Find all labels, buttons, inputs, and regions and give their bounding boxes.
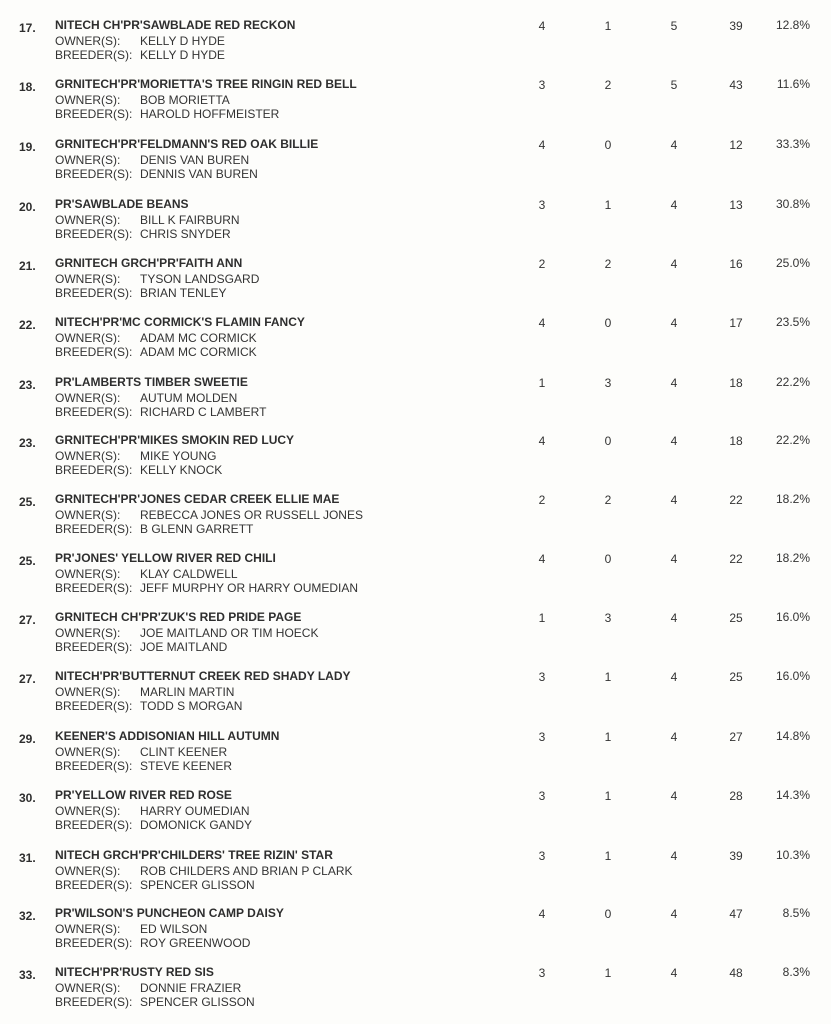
stat-column-2: 1 [604,198,612,212]
breeder-line [55,818,252,832]
breeder-line [55,107,279,121]
percentage: 8.3% [782,965,810,979]
stat-column-2: 1 [604,789,612,803]
dog-name: GRNITECH CH'PR'ZUK'S RED PRIDE PAGE [55,610,302,624]
breeder-value: ROY GREENWOOD [140,936,251,950]
breeder-value: HAROLD HOFFMEISTER [140,107,280,121]
stat-column-4: 28 [729,789,743,803]
owner-label: OWNER(S): [55,93,121,107]
stat-column-3: 4 [670,138,678,152]
breeder-value: DENNIS VAN BUREN [140,167,258,181]
owner-label: OWNER(S): [55,331,121,345]
breeder-label: BREEDER(S): [55,995,133,1009]
owner-line [55,745,227,759]
stat-column-1: 4 [538,19,546,33]
breeder-line [55,936,250,950]
stat-column-3: 4 [670,434,678,448]
stat-column-1: 2 [538,493,546,507]
owner-line [55,331,257,345]
owner-label: OWNER(S): [55,213,121,227]
breeder-line [55,167,258,181]
owner-label: OWNER(S): [55,745,121,759]
stat-column-4: 39 [729,19,743,33]
owner-value: DONNIE FRAZIER [140,981,242,995]
stat-column-4: 16 [729,257,743,271]
dog-name: GRNITECH'PR'MORIETTA'S TREE RINGIN RED BELL [55,77,357,91]
result-entry [0,375,831,431]
breeder-value: SPENCER GLISSON [140,878,255,892]
owner-line [55,213,240,227]
breeder-label: BREEDER(S): [55,759,133,773]
percentage: 30.8% [775,197,810,211]
stat-column-2: 0 [604,552,612,566]
owner-value: KLAY CALDWELL [140,567,238,581]
rank-number: 30. [19,791,36,805]
result-entry [0,848,831,904]
stat-column-2: 3 [604,611,612,625]
stat-column-2: 1 [604,670,612,684]
owner-value: AUTUM MOLDEN [140,391,238,405]
rank-number: 29. [19,732,36,746]
stat-column-3: 4 [670,966,678,980]
owner-value: REBECCA JONES OR RUSSELL JONES [140,508,363,522]
stat-column-4: 18 [729,434,743,448]
stat-column-3: 4 [670,257,678,271]
result-entry [0,197,831,253]
rank-number: 22. [19,318,36,332]
stat-column-2: 2 [604,78,612,92]
stat-column-1: 4 [538,907,546,921]
stat-column-4: 22 [729,552,743,566]
percentage: 23.5% [775,315,810,329]
result-entry [0,315,831,371]
breeder-value: JOE MAITLAND [140,640,228,654]
rank-number: 20. [19,200,36,214]
stat-column-2: 1 [604,849,612,863]
stat-column-4: 17 [729,316,743,330]
dog-name: GRNITECH GRCH'PR'FAITH ANN [55,256,243,270]
percentage: 33.3% [775,137,810,151]
owner-value: MIKE YOUNG [140,449,217,463]
rank-number: 31. [19,851,36,865]
percentage: 11.6% [776,77,810,91]
owner-line [55,922,207,936]
stat-column-3: 4 [670,730,678,744]
stat-column-3: 4 [670,849,678,863]
owner-line [55,508,363,522]
result-entry [0,18,831,74]
breeder-value: SPENCER GLISSON [140,995,255,1009]
breeder-line [55,640,227,654]
owner-line [55,864,353,878]
stat-column-4: 48 [729,966,743,980]
breeder-label: BREEDER(S): [55,640,133,654]
stat-column-1: 1 [538,611,546,625]
owner-label: OWNER(S): [55,981,121,995]
dog-name: PR'SAWBLADE BEANS [55,197,189,211]
result-entry [0,492,831,548]
rank-number: 32. [19,909,36,923]
owner-label: OWNER(S): [55,567,121,581]
dog-name: NITECH'PR'BUTTERNUT CREEK RED SHADY LADY [55,669,351,683]
stat-column-2: 0 [604,434,612,448]
stat-column-2: 2 [604,257,612,271]
owner-value: CLINT KEENER [140,745,228,759]
result-entry [0,77,831,133]
stat-column-4: 27 [729,730,743,744]
breeder-line [55,286,226,300]
dog-name: KEENER'S ADDISONIAN HILL AUTUMN [55,729,280,743]
owner-label: OWNER(S): [55,391,121,405]
stat-column-4: 12 [729,138,743,152]
result-entry [0,965,831,1021]
rank-number: 21. [19,259,36,273]
stat-column-1: 2 [538,257,546,271]
owner-value: HARRY OUMEDIAN [140,804,250,818]
stat-column-3: 4 [670,316,678,330]
breeder-value: DOMONICK GANDY [140,818,253,832]
breeder-line [55,995,255,1009]
breeder-label: BREEDER(S): [55,818,133,832]
result-entry [0,906,831,962]
result-entry [0,669,831,725]
stat-column-3: 4 [670,789,678,803]
percentage: 22.2% [775,375,810,389]
owner-label: OWNER(S): [55,508,121,522]
owner-line [55,567,238,581]
owner-line [55,93,230,107]
stat-column-3: 4 [670,552,678,566]
breeder-value: RICHARD C LAMBERT [140,405,267,419]
dog-name: NITECH CH'PR'SAWBLADE RED RECKON [55,18,296,32]
breeder-label: BREEDER(S): [55,581,133,595]
percentage: 14.3% [775,788,810,802]
result-entry [0,788,831,844]
breeder-line [55,759,232,773]
rank-number: 23. [19,436,36,450]
stat-column-3: 5 [670,19,678,33]
stat-column-2: 0 [604,138,612,152]
breeder-line [55,48,225,62]
breeder-label: BREEDER(S): [55,286,133,300]
rank-number: 18. [19,80,36,94]
breeder-label: BREEDER(S): [55,107,133,121]
stat-column-4: 25 [729,670,743,684]
rank-number: 25. [19,554,36,568]
owner-value: ROB CHILDERS AND BRIAN P CLARK [140,864,353,878]
result-entry [0,256,831,312]
owner-label: OWNER(S): [55,34,121,48]
owner-label: OWNER(S): [55,626,121,640]
stat-column-2: 3 [604,376,612,390]
dog-name: PR'YELLOW RIVER RED ROSE [55,788,232,802]
owner-line [55,449,216,463]
rank-number: 25. [19,495,36,509]
stat-column-3: 4 [670,611,678,625]
stat-column-4: 25 [729,611,743,625]
owner-line [55,685,234,699]
stat-column-1: 3 [538,966,546,980]
owner-value: JOE MAITLAND OR TIM HOECK [140,626,319,640]
breeder-line [55,878,255,892]
stat-column-1: 3 [538,730,546,744]
stat-column-3: 4 [670,907,678,921]
owner-value: ED WILSON [140,922,208,936]
breeder-value: ADAM MC CORMICK [140,345,257,359]
stat-column-2: 0 [604,907,612,921]
stat-column-4: 43 [729,78,743,92]
breeder-value: BRIAN TENLEY [140,286,227,300]
stat-column-4: 18 [729,376,743,390]
breeder-label: BREEDER(S): [55,167,133,181]
breeder-line [55,581,358,595]
stat-column-2: 2 [604,493,612,507]
breeder-label: BREEDER(S): [55,699,133,713]
stat-column-1: 3 [538,198,546,212]
stat-column-2: 1 [604,19,612,33]
percentage: 8.5% [782,906,810,920]
rank-number: 33. [19,968,36,982]
stat-column-3: 4 [670,493,678,507]
breeder-label: BREEDER(S): [55,48,133,62]
breeder-label: BREEDER(S): [55,345,133,359]
owner-label: OWNER(S): [55,685,121,699]
breeder-line [55,345,257,359]
breeder-value: KELLY D HYDE [140,48,225,62]
owner-line [55,272,259,286]
breeder-line [55,463,222,477]
stat-column-2: 0 [604,316,612,330]
stat-column-3: 4 [670,198,678,212]
stat-column-1: 1 [538,376,546,390]
stat-column-1: 3 [538,670,546,684]
rank-number: 23. [19,378,36,392]
rank-number: 27. [19,672,36,686]
breeder-value: STEVE KEENER [140,759,233,773]
rank-number: 17. [19,21,36,35]
rank-number: 27. [19,613,36,627]
owner-line [55,804,250,818]
percentage: 18.2% [775,492,810,506]
stat-column-1: 3 [538,789,546,803]
percentage: 18.2% [775,551,810,565]
breeder-line [55,405,266,419]
owner-label: OWNER(S): [55,922,121,936]
breeder-value: KELLY KNOCK [140,463,223,477]
percentage: 25.0% [775,256,810,270]
dog-name: PR'LAMBERTS TIMBER SWEETIE [55,375,248,389]
stat-column-1: 3 [538,78,546,92]
result-entry [0,551,831,607]
result-entry [0,729,831,785]
breeder-label: BREEDER(S): [55,463,133,477]
stat-column-1: 4 [538,316,546,330]
owner-line [55,391,237,405]
breeder-line [55,227,231,241]
breeder-label: BREEDER(S): [55,227,133,241]
breeder-label: BREEDER(S): [55,405,133,419]
stat-column-2: 1 [604,730,612,744]
breeder-value: B GLENN GARRETT [140,522,254,536]
owner-label: OWNER(S): [55,449,121,463]
owner-line [55,981,241,995]
stat-column-4: 13 [729,198,743,212]
owner-value: BILL K FAIRBURN [140,213,240,227]
owner-label: OWNER(S): [55,864,121,878]
percentage: 16.0% [775,669,810,683]
breeder-value: TODD S MORGAN [140,699,243,713]
percentage: 14.8% [775,729,810,743]
breeder-label: BREEDER(S): [55,878,133,892]
dog-name: GRNITECH'PR'MIKES SMOKIN RED LUCY [55,433,295,447]
dog-name: PR'WILSON'S PUNCHEON CAMP DAISY [55,906,284,920]
rank-number: 19. [19,140,36,154]
stat-column-1: 4 [538,434,546,448]
stat-column-1: 4 [538,138,546,152]
dog-name: NITECH GRCH'PR'CHILDERS' TREE RIZIN' STAR [55,848,333,862]
breeder-line [55,522,253,536]
owner-line [55,626,318,640]
owner-value: ADAM MC CORMICK [140,331,257,345]
owner-value: TYSON LANDSGARD [140,272,260,286]
stat-column-4: 39 [729,849,743,863]
stat-column-3: 4 [670,376,678,390]
stat-column-3: 4 [670,670,678,684]
owner-value: BOB MORIETTA [140,93,230,107]
breeder-label: BREEDER(S): [55,522,133,536]
breeder-line [55,699,242,713]
owner-value: MARLIN MARTIN [140,685,235,699]
owner-label: OWNER(S): [55,272,121,286]
owner-line [55,153,249,167]
dog-name: PR'JONES' YELLOW RIVER RED CHILI [55,551,276,565]
owner-label: OWNER(S): [55,153,121,167]
stat-column-1: 3 [538,849,546,863]
stat-column-4: 47 [729,907,743,921]
owner-value: DENIS VAN BUREN [140,153,250,167]
percentage: 22.2% [775,433,810,447]
stat-column-1: 4 [538,552,546,566]
percentage: 12.8% [775,18,810,32]
breeder-value: JEFF MURPHY OR HARRY OUMEDIAN [140,581,359,595]
breeder-label: BREEDER(S): [55,936,133,950]
percentage: 16.0% [775,610,810,624]
result-entry [0,610,831,666]
dog-name: GRNITECH'PR'FELDMANN'S RED OAK BILLIE [55,137,319,151]
owner-label: OWNER(S): [55,804,121,818]
stat-column-2: 1 [604,966,612,980]
breeder-value: CHRIS SNYDER [140,227,231,241]
dog-name: GRNITECH'PR'JONES CEDAR CREEK ELLIE MAE [55,492,340,506]
dog-name: NITECH'PR'RUSTY RED SIS [55,965,214,979]
stat-column-4: 22 [729,493,743,507]
stat-column-3: 5 [670,78,678,92]
result-entry [0,137,831,193]
owner-line [55,34,225,48]
percentage: 10.3% [775,848,810,862]
dog-name: NITECH'PR'MC CORMICK'S FLAMIN FANCY [55,315,305,329]
result-entry [0,433,831,489]
owner-value: KELLY D HYDE [140,34,225,48]
